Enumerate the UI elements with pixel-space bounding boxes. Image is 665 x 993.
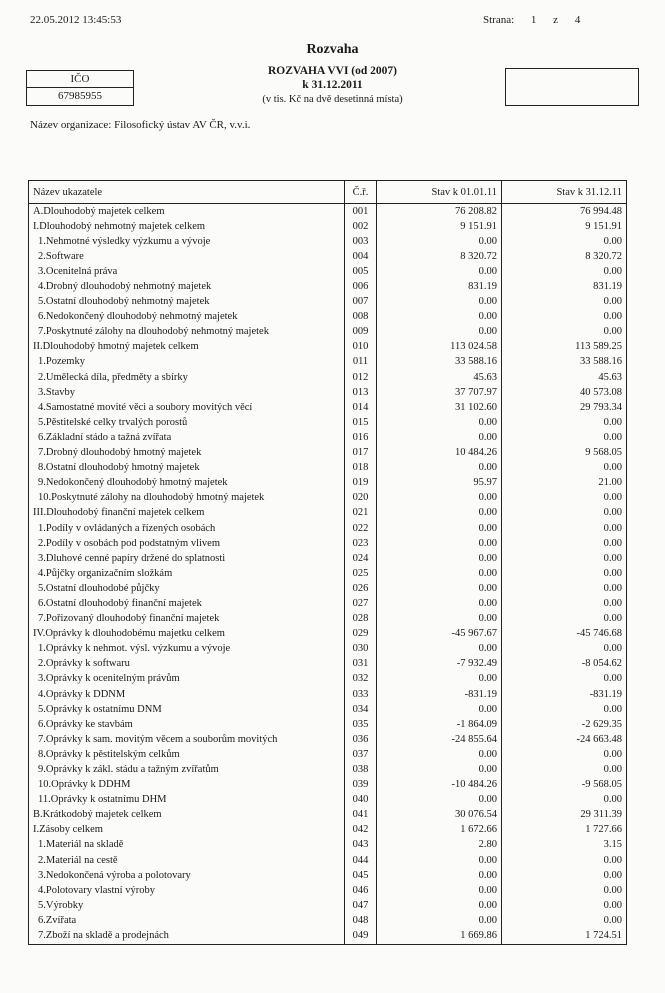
- row-number: 003: [345, 234, 377, 249]
- table-row: [29, 385, 627, 400]
- table-row: [29, 853, 627, 868]
- row-number: 035: [345, 717, 377, 732]
- row-value-start: 1 669.86: [377, 929, 502, 945]
- row-value-end: 0.00: [502, 702, 627, 717]
- table-row: [29, 491, 627, 506]
- row-number: 011: [345, 355, 377, 370]
- table-row: [29, 596, 627, 611]
- table-row: [29, 732, 627, 747]
- row-name: 7.Oprávky k sam. movitým věcem a souborům movitých: [29, 732, 345, 747]
- row-number: 048: [345, 913, 377, 928]
- row-name: IV.Oprávky k dlouhodobému majetku celkem: [29, 627, 345, 642]
- table-row: [29, 823, 627, 838]
- table-row: [29, 355, 627, 370]
- row-value-start: 2.80: [377, 838, 502, 853]
- row-number: 008: [345, 310, 377, 325]
- row-value-start: -45 967.67: [377, 627, 502, 642]
- table-row: [29, 657, 627, 672]
- header-number: Č.ř.: [345, 181, 377, 204]
- table-header-row: [29, 181, 627, 204]
- table-row: [29, 672, 627, 687]
- row-value-start: 0.00: [377, 234, 502, 249]
- row-name: 2.Podíly v osobách pod podstatným vlivem: [29, 536, 345, 551]
- row-name: 2.Software: [29, 249, 345, 264]
- row-value-end: -8 054.62: [502, 657, 627, 672]
- row-value-start: 31 102.60: [377, 400, 502, 415]
- row-value-start: 0.00: [377, 868, 502, 883]
- row-value-end: 76 994.48: [502, 204, 627, 220]
- row-name: 5.Oprávky k ostatnímu DNM: [29, 702, 345, 717]
- row-value-end: 0.00: [502, 521, 627, 536]
- table-body: [29, 204, 627, 945]
- row-value-end: 0.00: [502, 612, 627, 627]
- row-value-end: 9 151.91: [502, 219, 627, 234]
- row-name: 3.Dluhové cenné papíry držené do splatnosti: [29, 551, 345, 566]
- row-number: 015: [345, 415, 377, 430]
- table-row: [29, 279, 627, 294]
- row-value-start: 8 320.72: [377, 249, 502, 264]
- row-value-end: 1 727.66: [502, 823, 627, 838]
- row-value-start: 45.63: [377, 370, 502, 385]
- row-name: 3.Ocenitelná práva: [29, 264, 345, 279]
- row-number: 005: [345, 264, 377, 279]
- row-name: 1.Nehmotné výsledky výzkumu a vývoje: [29, 234, 345, 249]
- row-value-start: 0.00: [377, 898, 502, 913]
- row-name: 7.Poskytnuté zálohy na dlouhodobý nehmotný majetek: [29, 325, 345, 340]
- row-name: 5.Ostatní dlouhodobý nehmotný majetek: [29, 295, 345, 310]
- row-value-start: 0.00: [377, 551, 502, 566]
- table-row: [29, 476, 627, 491]
- row-value-start: -831.19: [377, 687, 502, 702]
- row-number: 021: [345, 506, 377, 521]
- row-value-end: 0.00: [502, 898, 627, 913]
- row-name: 4.Polotovary vlastní výroby: [29, 883, 345, 898]
- row-value-end: 0.00: [502, 491, 627, 506]
- row-value-start: 0.00: [377, 506, 502, 521]
- page-label: Strana:: [483, 14, 515, 26]
- table-row: [29, 430, 627, 445]
- row-number: 019: [345, 476, 377, 491]
- row-name: 1.Oprávky k nehmot. výsl. výzkumu a vývoje: [29, 642, 345, 657]
- row-number: 028: [345, 612, 377, 627]
- row-value-start: 0.00: [377, 415, 502, 430]
- row-value-end: 113 589.25: [502, 340, 627, 355]
- row-value-start: 0.00: [377, 430, 502, 445]
- table-row: [29, 838, 627, 853]
- row-value-start: 0.00: [377, 702, 502, 717]
- table-row: [29, 340, 627, 355]
- row-value-start: 10 484.26: [377, 446, 502, 461]
- row-value-start: 76 208.82: [377, 204, 502, 220]
- row-name: 6.Ostatní dlouhodobý finanční majetek: [29, 596, 345, 611]
- table-row: [29, 249, 627, 264]
- table-row: [29, 536, 627, 551]
- row-value-end: -24 663.48: [502, 732, 627, 747]
- row-value-start: 0.00: [377, 461, 502, 476]
- row-number: 026: [345, 581, 377, 596]
- row-name: 10.Poskytnuté zálohy na dlouhodobý hmotný majetek: [29, 491, 345, 506]
- table-row: [29, 234, 627, 249]
- row-value-end: 33 588.16: [502, 355, 627, 370]
- row-value-end: 8 320.72: [502, 249, 627, 264]
- row-name: 1.Pozemky: [29, 355, 345, 370]
- row-number: 034: [345, 702, 377, 717]
- row-value-end: 0.00: [502, 461, 627, 476]
- row-value-start: 9 151.91: [377, 219, 502, 234]
- row-name: 5.Pěstitelské celky trvalých porostů: [29, 415, 345, 430]
- row-value-start: 0.00: [377, 295, 502, 310]
- row-name: 6.Nedokončený dlouhodobý nehmotný majetek: [29, 310, 345, 325]
- row-value-start: 0.00: [377, 596, 502, 611]
- header-start: Stav k 01.01.11: [377, 181, 502, 204]
- row-number: 037: [345, 747, 377, 762]
- row-number: 046: [345, 883, 377, 898]
- row-number: 047: [345, 898, 377, 913]
- row-number: 029: [345, 627, 377, 642]
- row-name: 7.Zboží na skladě a prodejnách: [29, 929, 345, 945]
- row-value-start: 1 672.66: [377, 823, 502, 838]
- row-value-end: -45 746.68: [502, 627, 627, 642]
- table-row: [29, 762, 627, 777]
- table-row: [29, 551, 627, 566]
- row-name: 6.Základní stádo a tažná zvířata: [29, 430, 345, 445]
- document-subtitle: ROZVAHA VVI (od 2007): [268, 65, 397, 77]
- table-row: [29, 642, 627, 657]
- table-row: [29, 521, 627, 536]
- row-value-end: 0.00: [502, 596, 627, 611]
- row-value-end: 0.00: [502, 325, 627, 340]
- row-value-end: 29 793.34: [502, 400, 627, 415]
- row-value-start: 37 707.97: [377, 385, 502, 400]
- row-name: 4.Drobný dlouhodobý nehmotný majetek: [29, 279, 345, 294]
- row-value-end: 40 573.08: [502, 385, 627, 400]
- row-number: 012: [345, 370, 377, 385]
- table-row: [29, 898, 627, 913]
- table-row: [29, 868, 627, 883]
- row-name: 4.Oprávky k DDNM: [29, 687, 345, 702]
- row-number: 022: [345, 521, 377, 536]
- row-value-end: 0.00: [502, 415, 627, 430]
- row-name: 10.Oprávky k DDHM: [29, 778, 345, 793]
- row-value-start: 113 024.58: [377, 340, 502, 355]
- table-row: [29, 506, 627, 521]
- table-row: [29, 400, 627, 415]
- row-value-end: 0.00: [502, 868, 627, 883]
- row-name: 2.Umělecká díla, předměty a sbírky: [29, 370, 345, 385]
- row-name: 3.Nedokončená výroba a polotovary: [29, 868, 345, 883]
- table-row: [29, 446, 627, 461]
- table-row: [29, 461, 627, 476]
- row-value-end: 0.00: [502, 234, 627, 249]
- row-value-start: 0.00: [377, 642, 502, 657]
- row-value-end: 0.00: [502, 913, 627, 928]
- table-row: [29, 370, 627, 385]
- row-name: 4.Půjčky organizačním složkám: [29, 566, 345, 581]
- row-name: III.Dlouhodobý finanční majetek celkem: [29, 506, 345, 521]
- table-row: [29, 295, 627, 310]
- table-row: [29, 793, 627, 808]
- row-name: 3.Oprávky k ocenitelným právům: [29, 672, 345, 687]
- row-value-end: 0.00: [502, 310, 627, 325]
- row-name: 9.Oprávky k zákl. stádu a tažným zvířatům: [29, 762, 345, 777]
- row-value-start: 0.00: [377, 491, 502, 506]
- table-row: [29, 913, 627, 928]
- row-value-end: 29 311.39: [502, 808, 627, 823]
- row-value-start: -1 864.09: [377, 717, 502, 732]
- ico-label: IČO: [27, 71, 133, 88]
- row-name: 5.Výrobky: [29, 898, 345, 913]
- row-number: 043: [345, 838, 377, 853]
- row-number: 030: [345, 642, 377, 657]
- page-total: 4: [574, 14, 581, 26]
- row-number: 042: [345, 823, 377, 838]
- header-name: Název ukazatele: [29, 181, 345, 204]
- table-row: [29, 702, 627, 717]
- balance-sheet-table: [28, 180, 627, 945]
- ico-box: [26, 70, 134, 106]
- document-title: Rozvaha: [306, 42, 359, 57]
- row-number: 041: [345, 808, 377, 823]
- row-value-start: 0.00: [377, 264, 502, 279]
- row-value-start: 0.00: [377, 853, 502, 868]
- organization-label: Název organizace:: [30, 119, 112, 131]
- table-row: [29, 627, 627, 642]
- row-number: 027: [345, 596, 377, 611]
- row-number: 017: [345, 446, 377, 461]
- row-value-end: -2 629.35: [502, 717, 627, 732]
- row-value-end: 1 724.51: [502, 929, 627, 945]
- row-name: 6.Zvířata: [29, 913, 345, 928]
- row-value-end: 9 568.05: [502, 446, 627, 461]
- row-number: 049: [345, 929, 377, 945]
- header-end: Stav k 31.12.11: [502, 181, 627, 204]
- row-value-start: 0.00: [377, 521, 502, 536]
- table-row: [29, 264, 627, 279]
- row-number: 033: [345, 687, 377, 702]
- table-row: [29, 747, 627, 762]
- row-value-end: 3.15: [502, 838, 627, 853]
- row-value-end: 0.00: [502, 853, 627, 868]
- table-row: [29, 883, 627, 898]
- row-value-end: 0.00: [502, 672, 627, 687]
- row-value-end: 0.00: [502, 551, 627, 566]
- organization-name: Filosofický ústav AV ČR, v.v.i.: [114, 119, 251, 131]
- page-current: 1: [530, 14, 537, 26]
- row-value-start: 0.00: [377, 325, 502, 340]
- row-value-start: 0.00: [377, 536, 502, 551]
- row-name: 2.Materiál na cestě: [29, 853, 345, 868]
- row-value-end: 0.00: [502, 581, 627, 596]
- row-value-start: 95.97: [377, 476, 502, 491]
- table-row: [29, 310, 627, 325]
- row-value-start: 0.00: [377, 310, 502, 325]
- row-name: A.Dlouhodobý majetek celkem: [29, 204, 345, 220]
- row-number: 024: [345, 551, 377, 566]
- row-value-start: 33 588.16: [377, 355, 502, 370]
- row-number: 018: [345, 461, 377, 476]
- row-name: I.Dlouhodobý nehmotný majetek celkem: [29, 219, 345, 234]
- row-name: 8.Oprávky k pěstitelským celkům: [29, 747, 345, 762]
- row-value-end: 0.00: [502, 883, 627, 898]
- row-value-start: 0.00: [377, 883, 502, 898]
- print-datetime: 22.05.2012 13:45:53: [30, 14, 122, 26]
- table-row: [29, 687, 627, 702]
- table-row: [29, 929, 627, 945]
- blank-stamp-box: [505, 68, 639, 106]
- row-name: 3.Stavby: [29, 385, 345, 400]
- row-value-start: -10 484.26: [377, 778, 502, 793]
- row-number: 006: [345, 279, 377, 294]
- row-value-end: 0.00: [502, 536, 627, 551]
- row-name: 7.Drobný dlouhodobý hmotný majetek: [29, 446, 345, 461]
- row-value-end: 0.00: [502, 506, 627, 521]
- table-row: [29, 808, 627, 823]
- row-name: 1.Podíly v ovládaných a řízených osobách: [29, 521, 345, 536]
- row-number: 007: [345, 295, 377, 310]
- row-number: 004: [345, 249, 377, 264]
- row-number: 010: [345, 340, 377, 355]
- row-name: 5.Ostatní dlouhodobé půjčky: [29, 581, 345, 596]
- row-name: B.Krátkodobý majetek celkem: [29, 808, 345, 823]
- row-name: 11.Oprávky k ostatnímu DHM: [29, 793, 345, 808]
- document-date: k 31.12.2011: [302, 79, 363, 91]
- row-number: 038: [345, 762, 377, 777]
- row-value-start: 0.00: [377, 581, 502, 596]
- row-value-end: 0.00: [502, 295, 627, 310]
- table-row: [29, 566, 627, 581]
- row-value-end: 0.00: [502, 642, 627, 657]
- row-number: 044: [345, 853, 377, 868]
- row-value-end: 0.00: [502, 793, 627, 808]
- row-value-start: -7 932.49: [377, 657, 502, 672]
- row-number: 023: [345, 536, 377, 551]
- table-row: [29, 204, 627, 220]
- row-number: 025: [345, 566, 377, 581]
- row-number: 039: [345, 778, 377, 793]
- row-value-start: 30 076.54: [377, 808, 502, 823]
- row-value-start: -24 855.64: [377, 732, 502, 747]
- row-number: 036: [345, 732, 377, 747]
- row-value-start: 0.00: [377, 566, 502, 581]
- row-number: 040: [345, 793, 377, 808]
- row-value-end: -831.19: [502, 687, 627, 702]
- row-number: 009: [345, 325, 377, 340]
- row-number: 045: [345, 868, 377, 883]
- row-value-end: 0.00: [502, 747, 627, 762]
- row-name: II.Dlouhodobý hmotný majetek celkem: [29, 340, 345, 355]
- row-number: 031: [345, 657, 377, 672]
- row-name: 1.Materiál na skladě: [29, 838, 345, 853]
- row-number: 016: [345, 430, 377, 445]
- page-of: z: [553, 14, 559, 26]
- document-units: (v tis. Kč na dvě desetinná místa): [262, 94, 403, 105]
- row-value-end: 0.00: [502, 566, 627, 581]
- row-value-start: 0.00: [377, 762, 502, 777]
- row-name: 2.Oprávky k softwaru: [29, 657, 345, 672]
- row-value-start: 0.00: [377, 793, 502, 808]
- row-name: 4.Samostatné movité věci a soubory movitých věcí: [29, 400, 345, 415]
- row-value-end: 0.00: [502, 264, 627, 279]
- row-value-start: 0.00: [377, 913, 502, 928]
- row-number: 032: [345, 672, 377, 687]
- row-value-start: 831.19: [377, 279, 502, 294]
- row-name: 9.Nedokončený dlouhodobý hmotný majetek: [29, 476, 345, 491]
- row-number: 014: [345, 400, 377, 415]
- row-value-end: 0.00: [502, 430, 627, 445]
- row-name: 8.Ostatní dlouhodobý hmotný majetek: [29, 461, 345, 476]
- row-value-end: 21.00: [502, 476, 627, 491]
- table-row: [29, 415, 627, 430]
- table-row: [29, 325, 627, 340]
- row-number: 013: [345, 385, 377, 400]
- row-number: 020: [345, 491, 377, 506]
- row-value-end: 0.00: [502, 762, 627, 777]
- row-name: 7.Pořizovaný dlouhodobý finanční majetek: [29, 612, 345, 627]
- ico-value: 67985955: [58, 90, 102, 102]
- table-row: [29, 612, 627, 627]
- row-value-end: -9 568.05: [502, 778, 627, 793]
- table-row: [29, 219, 627, 234]
- row-value-end: 831.19: [502, 279, 627, 294]
- organization-line: [30, 119, 250, 131]
- row-name: I.Zásoby celkem: [29, 823, 345, 838]
- row-value-start: 0.00: [377, 612, 502, 627]
- table-row: [29, 581, 627, 596]
- table-row: [29, 778, 627, 793]
- row-number: 001: [345, 204, 377, 220]
- row-value-end: 45.63: [502, 370, 627, 385]
- row-number: 002: [345, 219, 377, 234]
- row-value-start: 0.00: [377, 672, 502, 687]
- row-value-start: 0.00: [377, 747, 502, 762]
- table-row: [29, 717, 627, 732]
- row-name: 6.Oprávky ke stavbám: [29, 717, 345, 732]
- page-indicator: [483, 14, 594, 26]
